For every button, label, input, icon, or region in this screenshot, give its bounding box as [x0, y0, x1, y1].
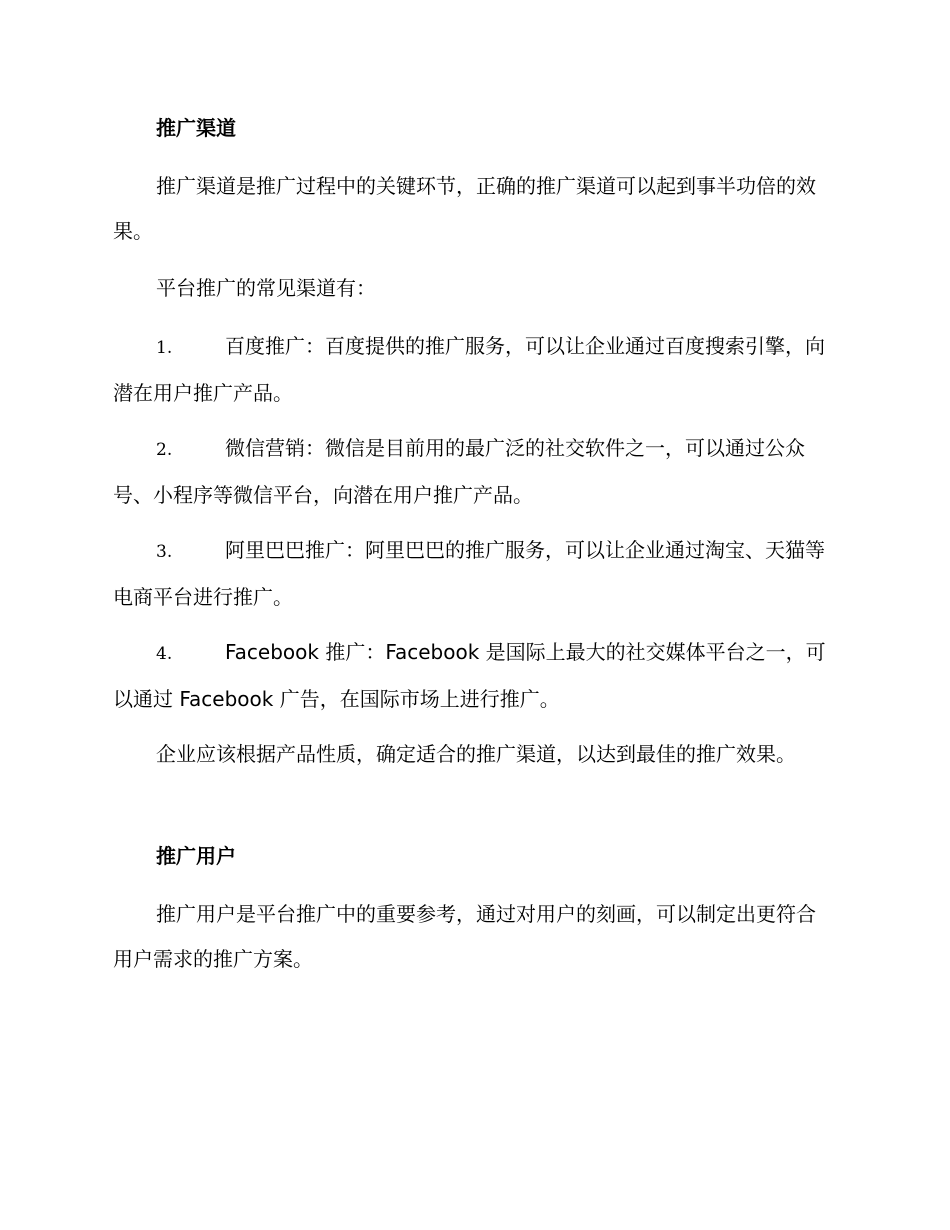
section-heading-channels: 推广渠道 [156, 116, 236, 140]
list-item-number: 1. [156, 338, 173, 358]
list-item-text: 阿里巴巴推广：阿里巴巴的推广服务，可以让企业通过淘宝、天猫等电商平台进行推广。 [113, 538, 825, 609]
list-item-number: 3. [156, 542, 173, 562]
list-item [113, 630, 833, 722]
list-item-text: 百度推广：百度提供的推广服务，可以让企业通过百度搜索引擎，向潜在用户推广产品。 [113, 334, 825, 405]
list-item [113, 528, 833, 620]
list-item-number: 2. [156, 440, 173, 460]
list-item [113, 426, 833, 518]
list-item-text: 微信营销：微信是目前用的最广泛的社交软件之一，可以通过公众号、小程序等微信平台，向潜在用户推广产品。 [113, 436, 805, 507]
paragraph-list-intro: 平台推广的常见渠道有： [156, 276, 376, 300]
paragraph-channels-intro: 推广渠道是推广过程中的关键环节，正确的推广渠道可以起到事半功倍的效果。 [113, 174, 816, 243]
list-item-text: Facebook 推广：Facebook 是国际上最大的社交媒体平台之一，可以通过 Facebook 广告，在国际市场上进行推广。 [113, 640, 826, 711]
list-item [113, 324, 833, 416]
list-item-number: 4. [156, 644, 173, 664]
section-heading-users: 推广用户 [156, 844, 236, 868]
paragraph-users-intro: 推广用户是平台推广中的重要参考，通过对用户的刻画，可以制定出更符合用户需求的推广方案。 [113, 902, 816, 971]
paragraph-channels-conclusion: 企业应该根据产品性质，确定适合的推广渠道，以达到最佳的推广效果。 [156, 742, 796, 766]
